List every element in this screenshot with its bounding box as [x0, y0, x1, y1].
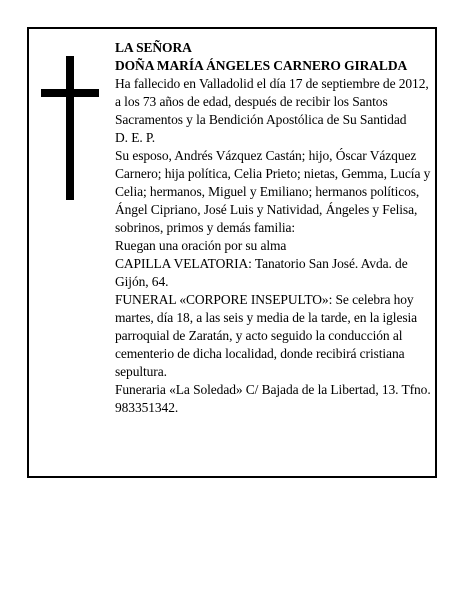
- prayer-line: Ruegan una oración por su alma: [115, 238, 287, 253]
- death-notice: Ha fallecido en Valladolid el día 17 de septiembre de 2012, a los 73 años de edad, después de recibir los Santos Sacramentos y la Bendición Apostólica de Su Santidad: [115, 76, 429, 127]
- obituary-notice: [27, 27, 437, 478]
- deceased-name: DOÑA MARÍA ÁNGELES CARNERO GIRALDA: [115, 58, 408, 73]
- cross-icon: [41, 56, 99, 200]
- cross-vertical-bar: [66, 56, 74, 200]
- family-list: Su esposo, Andrés Vázquez Castán; hijo, Óscar Vázquez Carnero; hija política, Celia Prieto; nietas, Gemma, Lucía y Celia; hermanos, Miguel y Emiliano; hermanos políticos, Ángel Cipriano, José Luis y Natividad, Ángeles y Felisa, sobrinos, primos y demás familia:: [115, 148, 431, 235]
- notice-title: LA SEÑORA: [115, 40, 192, 55]
- dep-line: D. E. P.: [115, 130, 156, 145]
- funeral-details: FUNERAL «CORPORE INSEPULTO»: Se celebra hoy martes, día 18, a las seis y media de la tarde, en la iglesia parroquial de Zaratán, y acto seguido la conducción al cementerio de dicha localidad, donde recibirá cristiana sepultura.: [115, 292, 418, 379]
- funeral-home: Funeraria «La Soledad» C/ Bajada de la Libertad, 13. Tfno. 983351342.: [115, 382, 431, 415]
- notice-text: [115, 39, 431, 417]
- wake-location: CAPILLA VELATORIA: Tanatorio San José. Avda. de Gijón, 64.: [115, 256, 408, 289]
- cross-horizontal-bar: [41, 89, 99, 97]
